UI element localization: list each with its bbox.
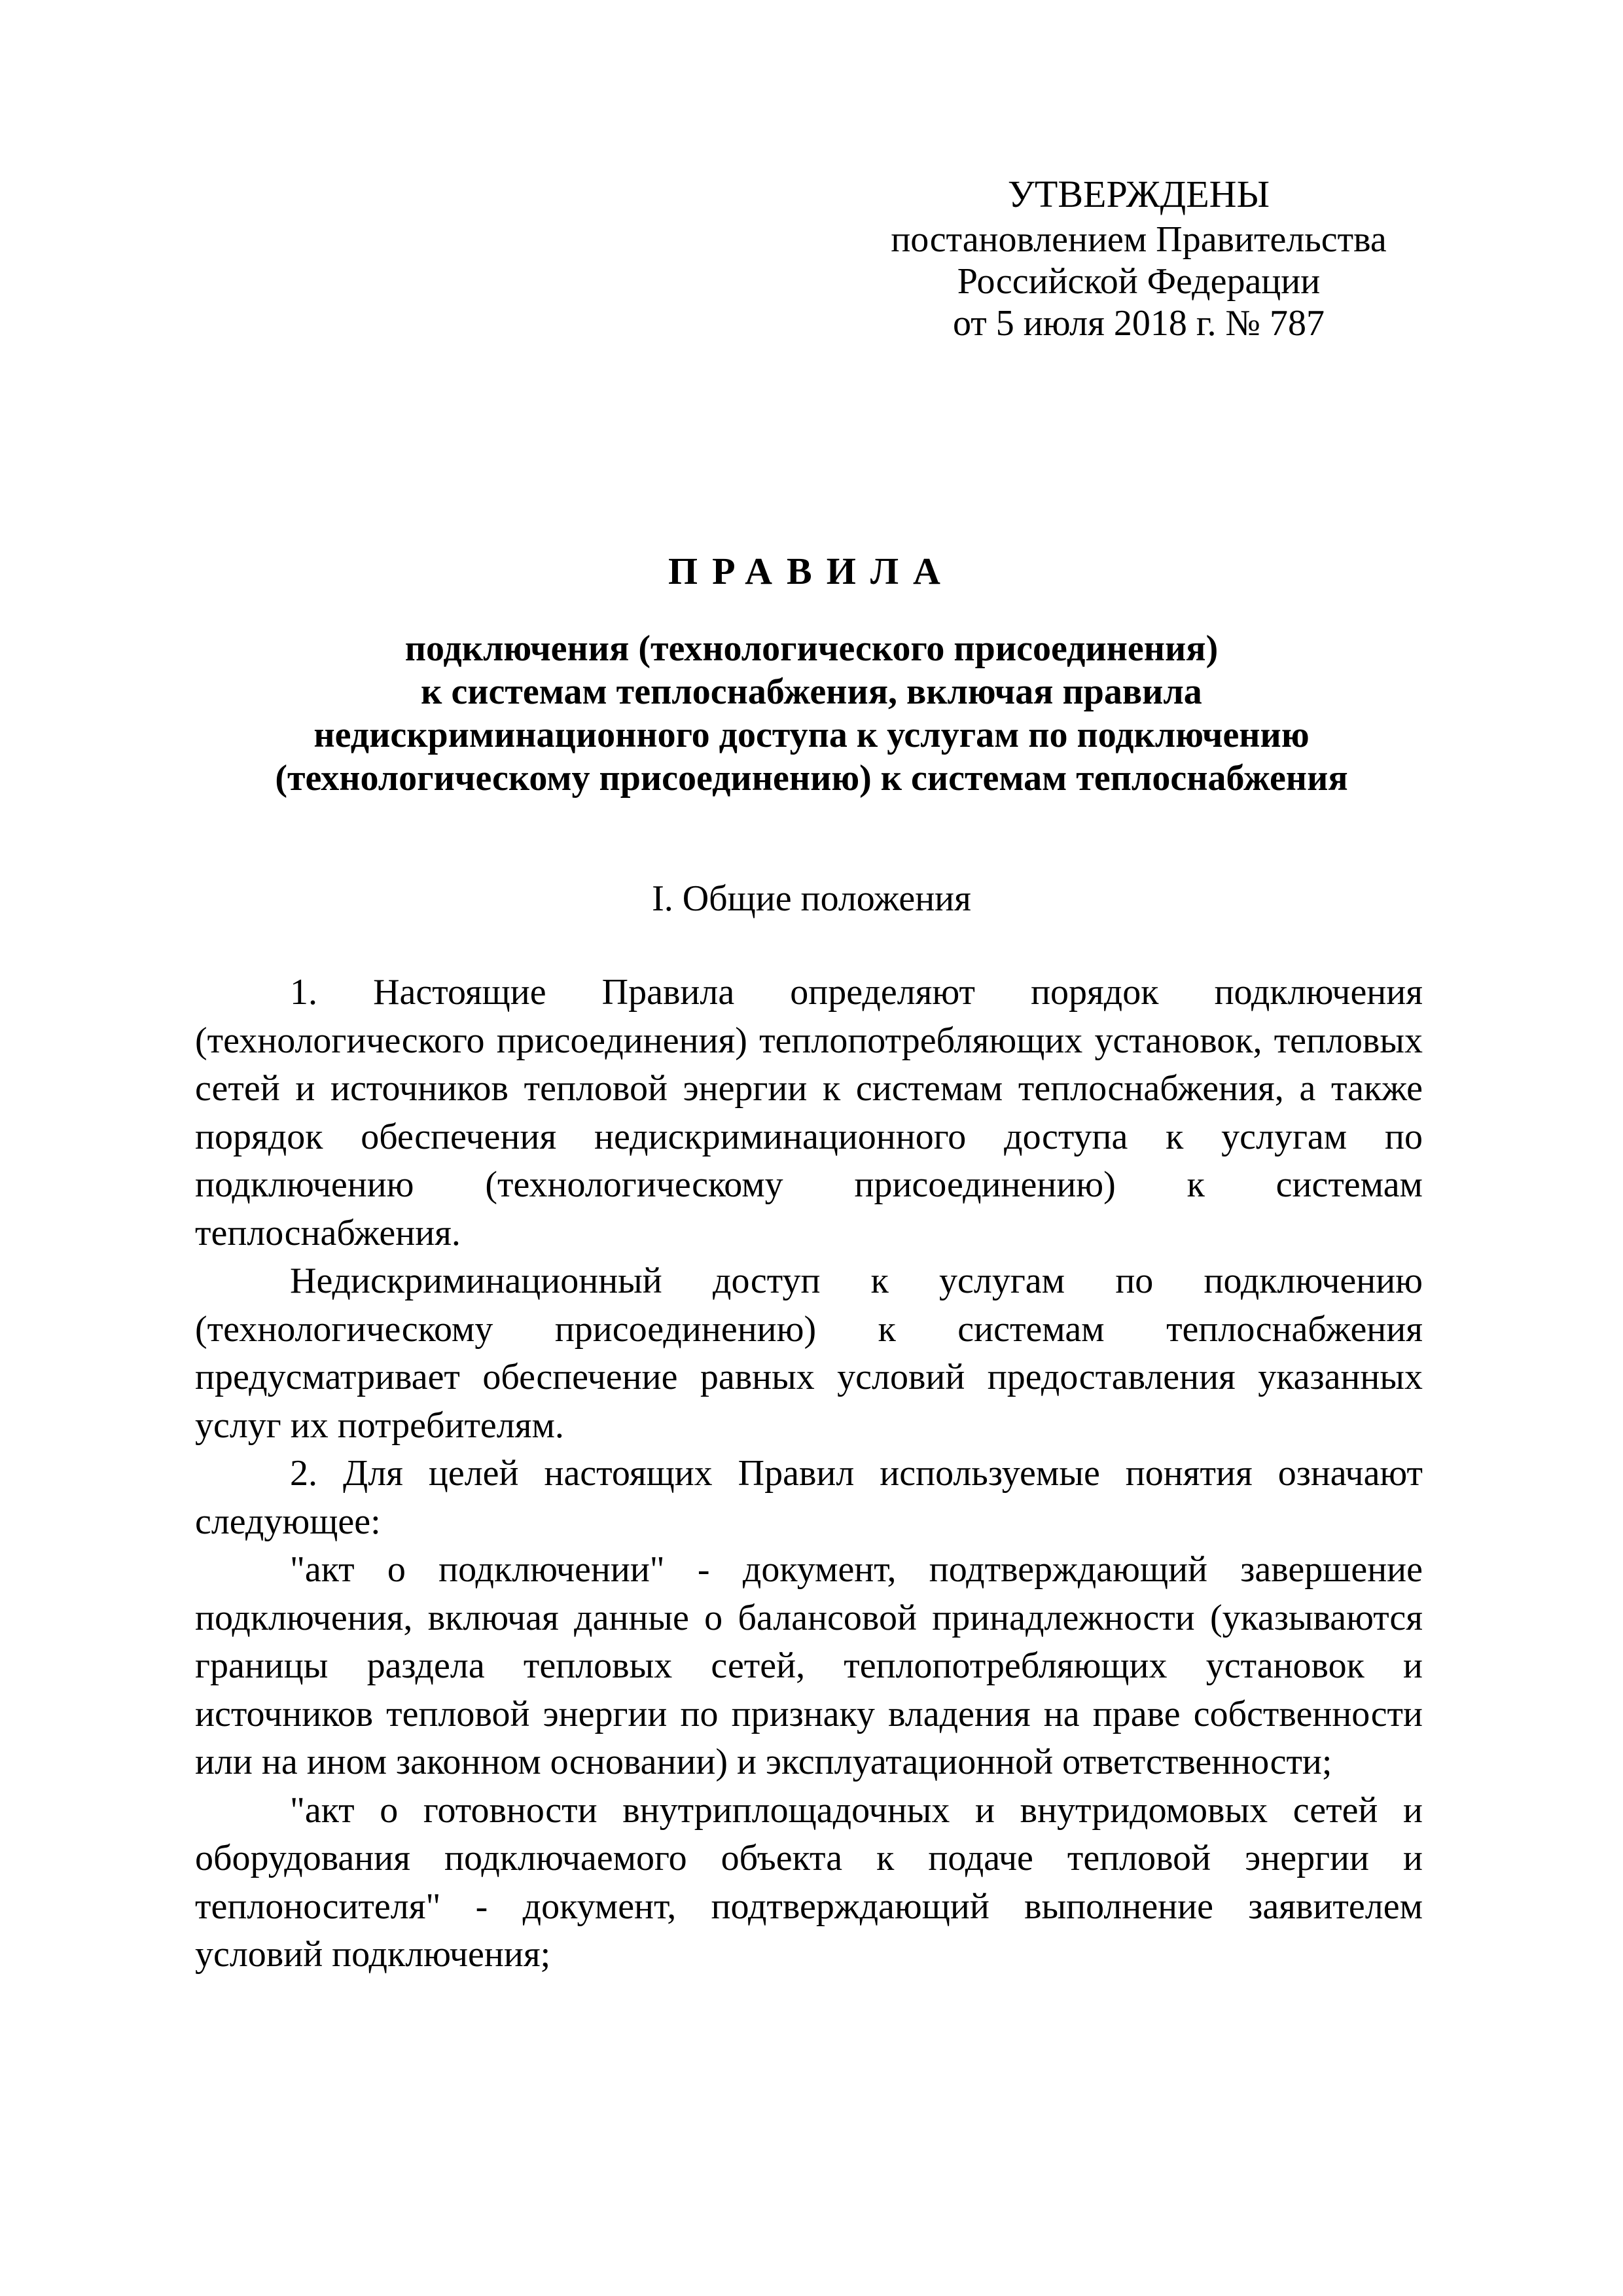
- subtitle-line-1: подключения (технологического присоединения): [404, 628, 1219, 669]
- paragraph-2: Недискриминационный доступ к услугам по подключению (технологическому присоединению) к системам теплоснабжения предусматривает обеспечение равных условий предоставления указанных услуг их потребителям.: [195, 1261, 1423, 1446]
- approval-line-3: от 5 июля 2018 г. № 787: [953, 303, 1325, 344]
- approval-heading: УТВЕРЖДЕНЫ: [1007, 173, 1270, 215]
- document-title-block: [196, 548, 1427, 800]
- subtitle-line-3: недискриминационного доступа к услугам по подключению: [313, 715, 1310, 755]
- section-heading: I. Общие положения: [652, 878, 971, 919]
- subtitle-line-2: к системам теплоснабжения, включая правила: [421, 672, 1202, 712]
- paragraph-1: 1. Настоящие Правила определяют порядок подключения (технологического присоединения) теплопотребляющих установок, тепловых сетей и источников тепловой энергии к системам теплоснабжения, а также порядок обеспечения недискриминационного доступа к услугам по подключению (технологическому присоединению) к системам теплоснабжения.: [195, 972, 1423, 1253]
- approval-line-1: постановлением Правительства: [891, 219, 1387, 260]
- paragraph-5: "акт о готовности внутриплощадочных и внутридомовых сетей и оборудования подключаемого объекта к подаче тепловой энергии и теплоносителя" - документ, подтверждающий выполнение заявителем условий подключения;: [195, 1789, 1423, 1975]
- paragraph-4: "акт о подключении" - документ, подтверждающий завершение подключения, включая данные о балансовой принадлежности (указываются границы раздела тепловых сетей, теплопотребляющих установок и источников тепловой энергии по признаку владения на праве собственности или на ином законном основании) и эксплуатационной ответственности;: [195, 1549, 1423, 1782]
- approval-block: [851, 171, 1427, 344]
- paragraph-3: 2. Для целей настоящих Правил используемые понятия означают следующее:: [195, 1453, 1423, 1542]
- subtitle-line-4: (технологическому присоединению) к системам теплоснабжения: [275, 758, 1348, 798]
- document-title: ПРАВИЛА: [668, 550, 955, 592]
- document-subtitle: [196, 627, 1427, 800]
- approval-line-2: Российской Федерации: [957, 261, 1321, 302]
- body-text: [195, 969, 1423, 1979]
